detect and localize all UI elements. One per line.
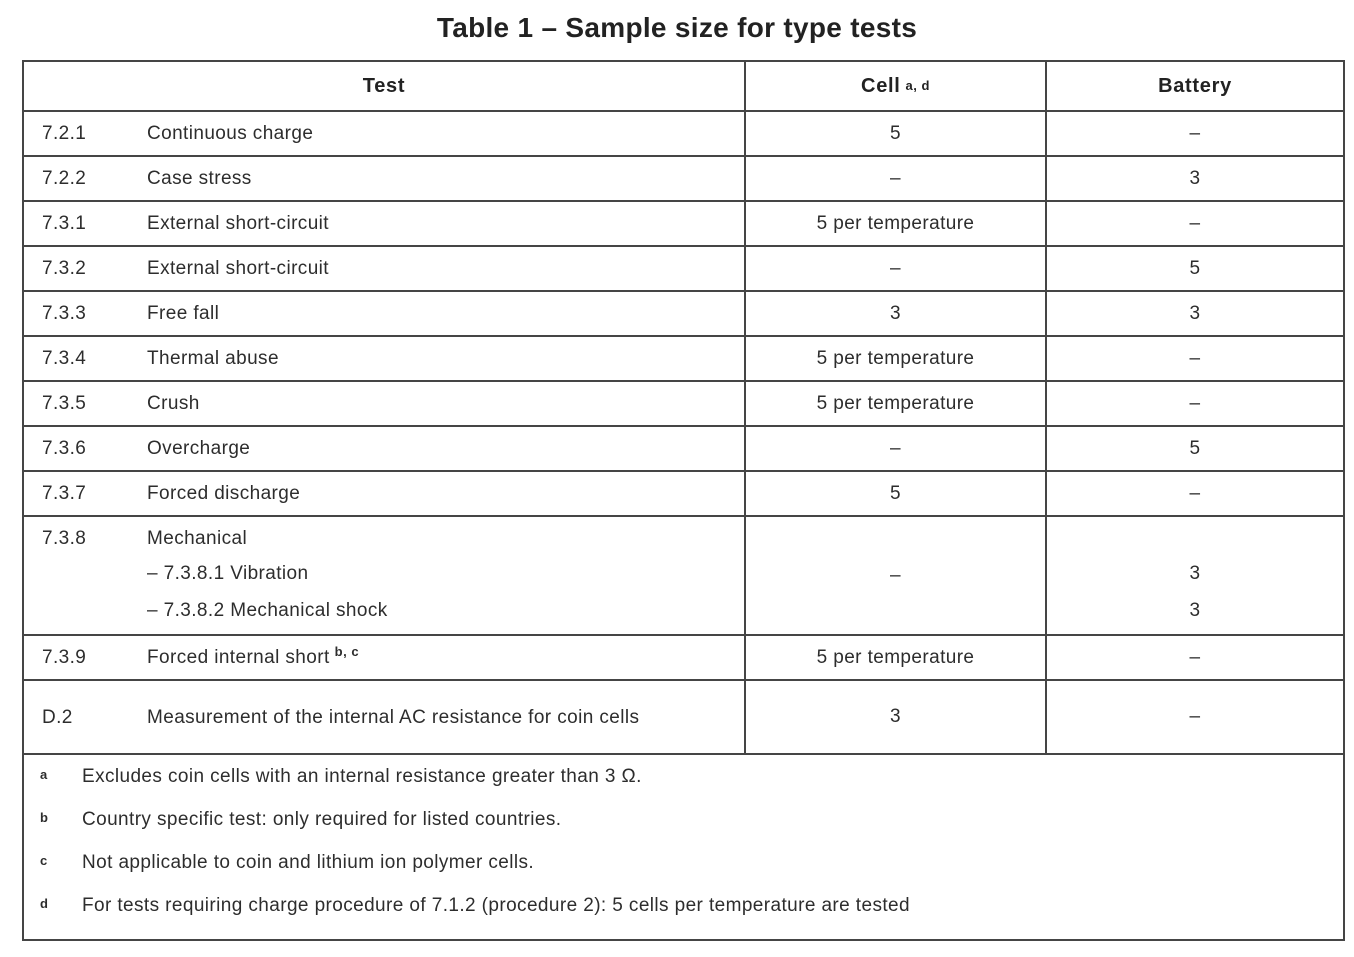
- cell-sample-size: 5: [746, 472, 1047, 515]
- test-cell: [24, 681, 746, 753]
- test-name-wrap: [147, 252, 729, 285]
- cell-sample-size: –: [746, 517, 1047, 634]
- battery-sample-size: –: [1189, 347, 1201, 369]
- cell-sample-size: 5 per temperature: [746, 382, 1047, 425]
- table-row: [24, 112, 1343, 157]
- test-cell: [24, 472, 746, 515]
- test-cell: [24, 157, 746, 200]
- battery-sample-size: 3: [1189, 167, 1201, 189]
- clause-number: 7.3.5: [42, 393, 87, 414]
- test-name-label: Overcharge: [147, 438, 251, 459]
- column-header-battery: Battery: [1158, 74, 1232, 97]
- test-name: [147, 701, 719, 734]
- cell-sample-size: 5 per temperature: [746, 202, 1047, 245]
- footnote-text: Not applicable to coin and lithium ion polymer cells.: [82, 852, 535, 873]
- clause-number: 7.3.4: [42, 348, 87, 369]
- test-cell: [24, 202, 746, 245]
- test-name-wrap: [147, 162, 729, 195]
- footnote-marker: a: [40, 767, 48, 782]
- table-row: [24, 636, 1343, 681]
- clause-number: 7.2.1: [42, 123, 87, 144]
- test-subline: – 7.3.8.2 Mechanical shock: [147, 600, 388, 621]
- test-name-label: Measurement of the internal AC resistance for coin cells: [147, 706, 640, 728]
- battery-sample-size-line: 3: [1189, 600, 1201, 621]
- test-cell-content: [24, 477, 744, 510]
- test-cell-content: [24, 297, 744, 330]
- test-name-wrap: [147, 701, 729, 734]
- test-name: [147, 297, 719, 330]
- test-name: [147, 342, 719, 375]
- clause-number: 7.3.3: [42, 303, 87, 324]
- test-name-label: Continuous charge: [147, 123, 314, 144]
- test-name-label: External short-circuit: [147, 258, 329, 279]
- test-name: [147, 477, 719, 510]
- test-name-wrap: [147, 432, 729, 465]
- table-row: [24, 472, 1343, 517]
- clause-number: 7.3.9: [42, 647, 87, 668]
- cell-sample-size: 3: [746, 681, 1047, 753]
- footnote: [24, 765, 1343, 808]
- test-name: [147, 641, 719, 674]
- clause-number: 7.2.2: [42, 168, 87, 189]
- test-name: [147, 162, 719, 195]
- footnotes-section: [24, 755, 1343, 939]
- column-header-cell-label: Cell: [861, 74, 901, 97]
- table-row: [24, 157, 1343, 202]
- battery-sample-size: –: [1189, 392, 1201, 414]
- test-name-wrap: [147, 117, 729, 150]
- test-name-label: Crush: [147, 393, 200, 414]
- test-name: [147, 432, 719, 465]
- battery-sample-size: 5: [1189, 437, 1201, 459]
- battery-sample-size: 3: [1189, 302, 1201, 324]
- test-name: [147, 117, 719, 150]
- test-name-wrap: [147, 207, 729, 240]
- table-body: [24, 112, 1343, 755]
- test-cell: [24, 517, 746, 634]
- test-cell-content: [24, 701, 744, 734]
- test-name-label: Free fall: [147, 303, 220, 324]
- table-row: [24, 337, 1343, 382]
- test-name-label: Forced discharge: [147, 483, 301, 504]
- battery-sample-size: –: [1189, 706, 1201, 727]
- test-name-label: Thermal abuse: [147, 348, 279, 369]
- test-name-wrap: [147, 387, 729, 420]
- table-title: Table 1 – Sample size for type tests: [436, 12, 918, 43]
- clause-number: 7.3.1: [42, 213, 87, 234]
- sample-size-table: [22, 60, 1345, 941]
- test-name-label: Case stress: [147, 168, 252, 189]
- test-cell: [24, 427, 746, 470]
- cell-sample-size: –: [746, 157, 1047, 200]
- footnote: [24, 894, 1343, 937]
- battery-sample-size-line: 3: [1189, 563, 1201, 584]
- footnote: [24, 808, 1343, 851]
- table-row: [24, 427, 1343, 472]
- test-name-label: Mechanical: [147, 528, 248, 549]
- battery-sample-size: –: [1189, 122, 1201, 144]
- cell-sample-size: –: [746, 427, 1047, 470]
- test-cell: [24, 382, 746, 425]
- test-cell: [24, 292, 746, 335]
- cell-sample-size: 5: [746, 112, 1047, 155]
- test-name-wrap: [147, 477, 729, 510]
- test-cell: [24, 337, 746, 380]
- clause-number: 7.3.8: [42, 528, 87, 549]
- column-header-cell: Cell a, d: [746, 62, 1047, 110]
- test-name: [147, 252, 719, 285]
- test-cell-content: [24, 522, 744, 629]
- footnote-marker: b: [40, 810, 49, 825]
- test-name: [147, 522, 719, 555]
- test-cell: [24, 247, 746, 290]
- clause-number: D.2: [42, 706, 73, 728]
- test-name-wrap: [147, 522, 729, 629]
- table-row: [24, 517, 1343, 636]
- test-cell: [24, 112, 746, 155]
- table-row: [24, 681, 1343, 755]
- test-cell-content: [24, 252, 744, 285]
- test-name: [147, 387, 719, 420]
- test-name-wrap: [147, 297, 729, 330]
- footnote: [24, 851, 1343, 894]
- test-name-wrap: [147, 641, 729, 674]
- battery-sample-size: 5: [1189, 257, 1201, 279]
- test-cell-content: [24, 432, 744, 465]
- test-name: [147, 207, 719, 240]
- footnote-marker: c: [40, 853, 48, 868]
- test-cell-content: [24, 342, 744, 375]
- footnote-marker: d: [40, 896, 49, 911]
- footnote-text: Country specific test: only required for listed countries.: [82, 809, 562, 830]
- test-cell-content: [24, 387, 744, 420]
- test-cell-content: [24, 117, 744, 150]
- cell-sample-size: –: [746, 247, 1047, 290]
- test-name-wrap: [147, 342, 729, 375]
- footnote-text: For tests requiring charge procedure of 7.1.2 (procedure 2): 5 cells per temperature are tested: [82, 895, 910, 916]
- battery-sample-size: [1047, 517, 1343, 634]
- table-row: [24, 292, 1343, 337]
- test-cell-content: [24, 207, 744, 240]
- test-name-label: External short-circuit: [147, 213, 329, 234]
- column-header-test: Test: [24, 62, 746, 110]
- table-row: [24, 247, 1343, 292]
- cell-sample-size: 5 per temperature: [746, 337, 1047, 380]
- battery-sample-size: –: [1189, 212, 1201, 234]
- test-cell: [24, 636, 746, 679]
- battery-sample-size: –: [1189, 482, 1201, 504]
- cell-sample-size: 5 per temperature: [746, 636, 1047, 679]
- test-subline: – 7.3.8.1 Vibration: [147, 563, 309, 584]
- table-row: [24, 382, 1343, 427]
- test-name-label: Forced internal short: [147, 647, 330, 668]
- clause-number: 7.3.6: [42, 438, 87, 459]
- test-footnote-refs: b, c: [334, 643, 360, 659]
- cell-sample-size: 3: [746, 292, 1047, 335]
- footnote-text: Excludes coin cells with an internal resistance greater than 3 Ω.: [82, 766, 642, 787]
- battery-sample-size: –: [1189, 646, 1201, 668]
- table-header-row: [24, 62, 1343, 112]
- test-cell-content: [24, 162, 744, 195]
- test-cell-content: [24, 641, 744, 674]
- clause-number: 7.3.2: [42, 258, 87, 279]
- table-row: [24, 202, 1343, 247]
- clause-number: 7.3.7: [42, 483, 87, 504]
